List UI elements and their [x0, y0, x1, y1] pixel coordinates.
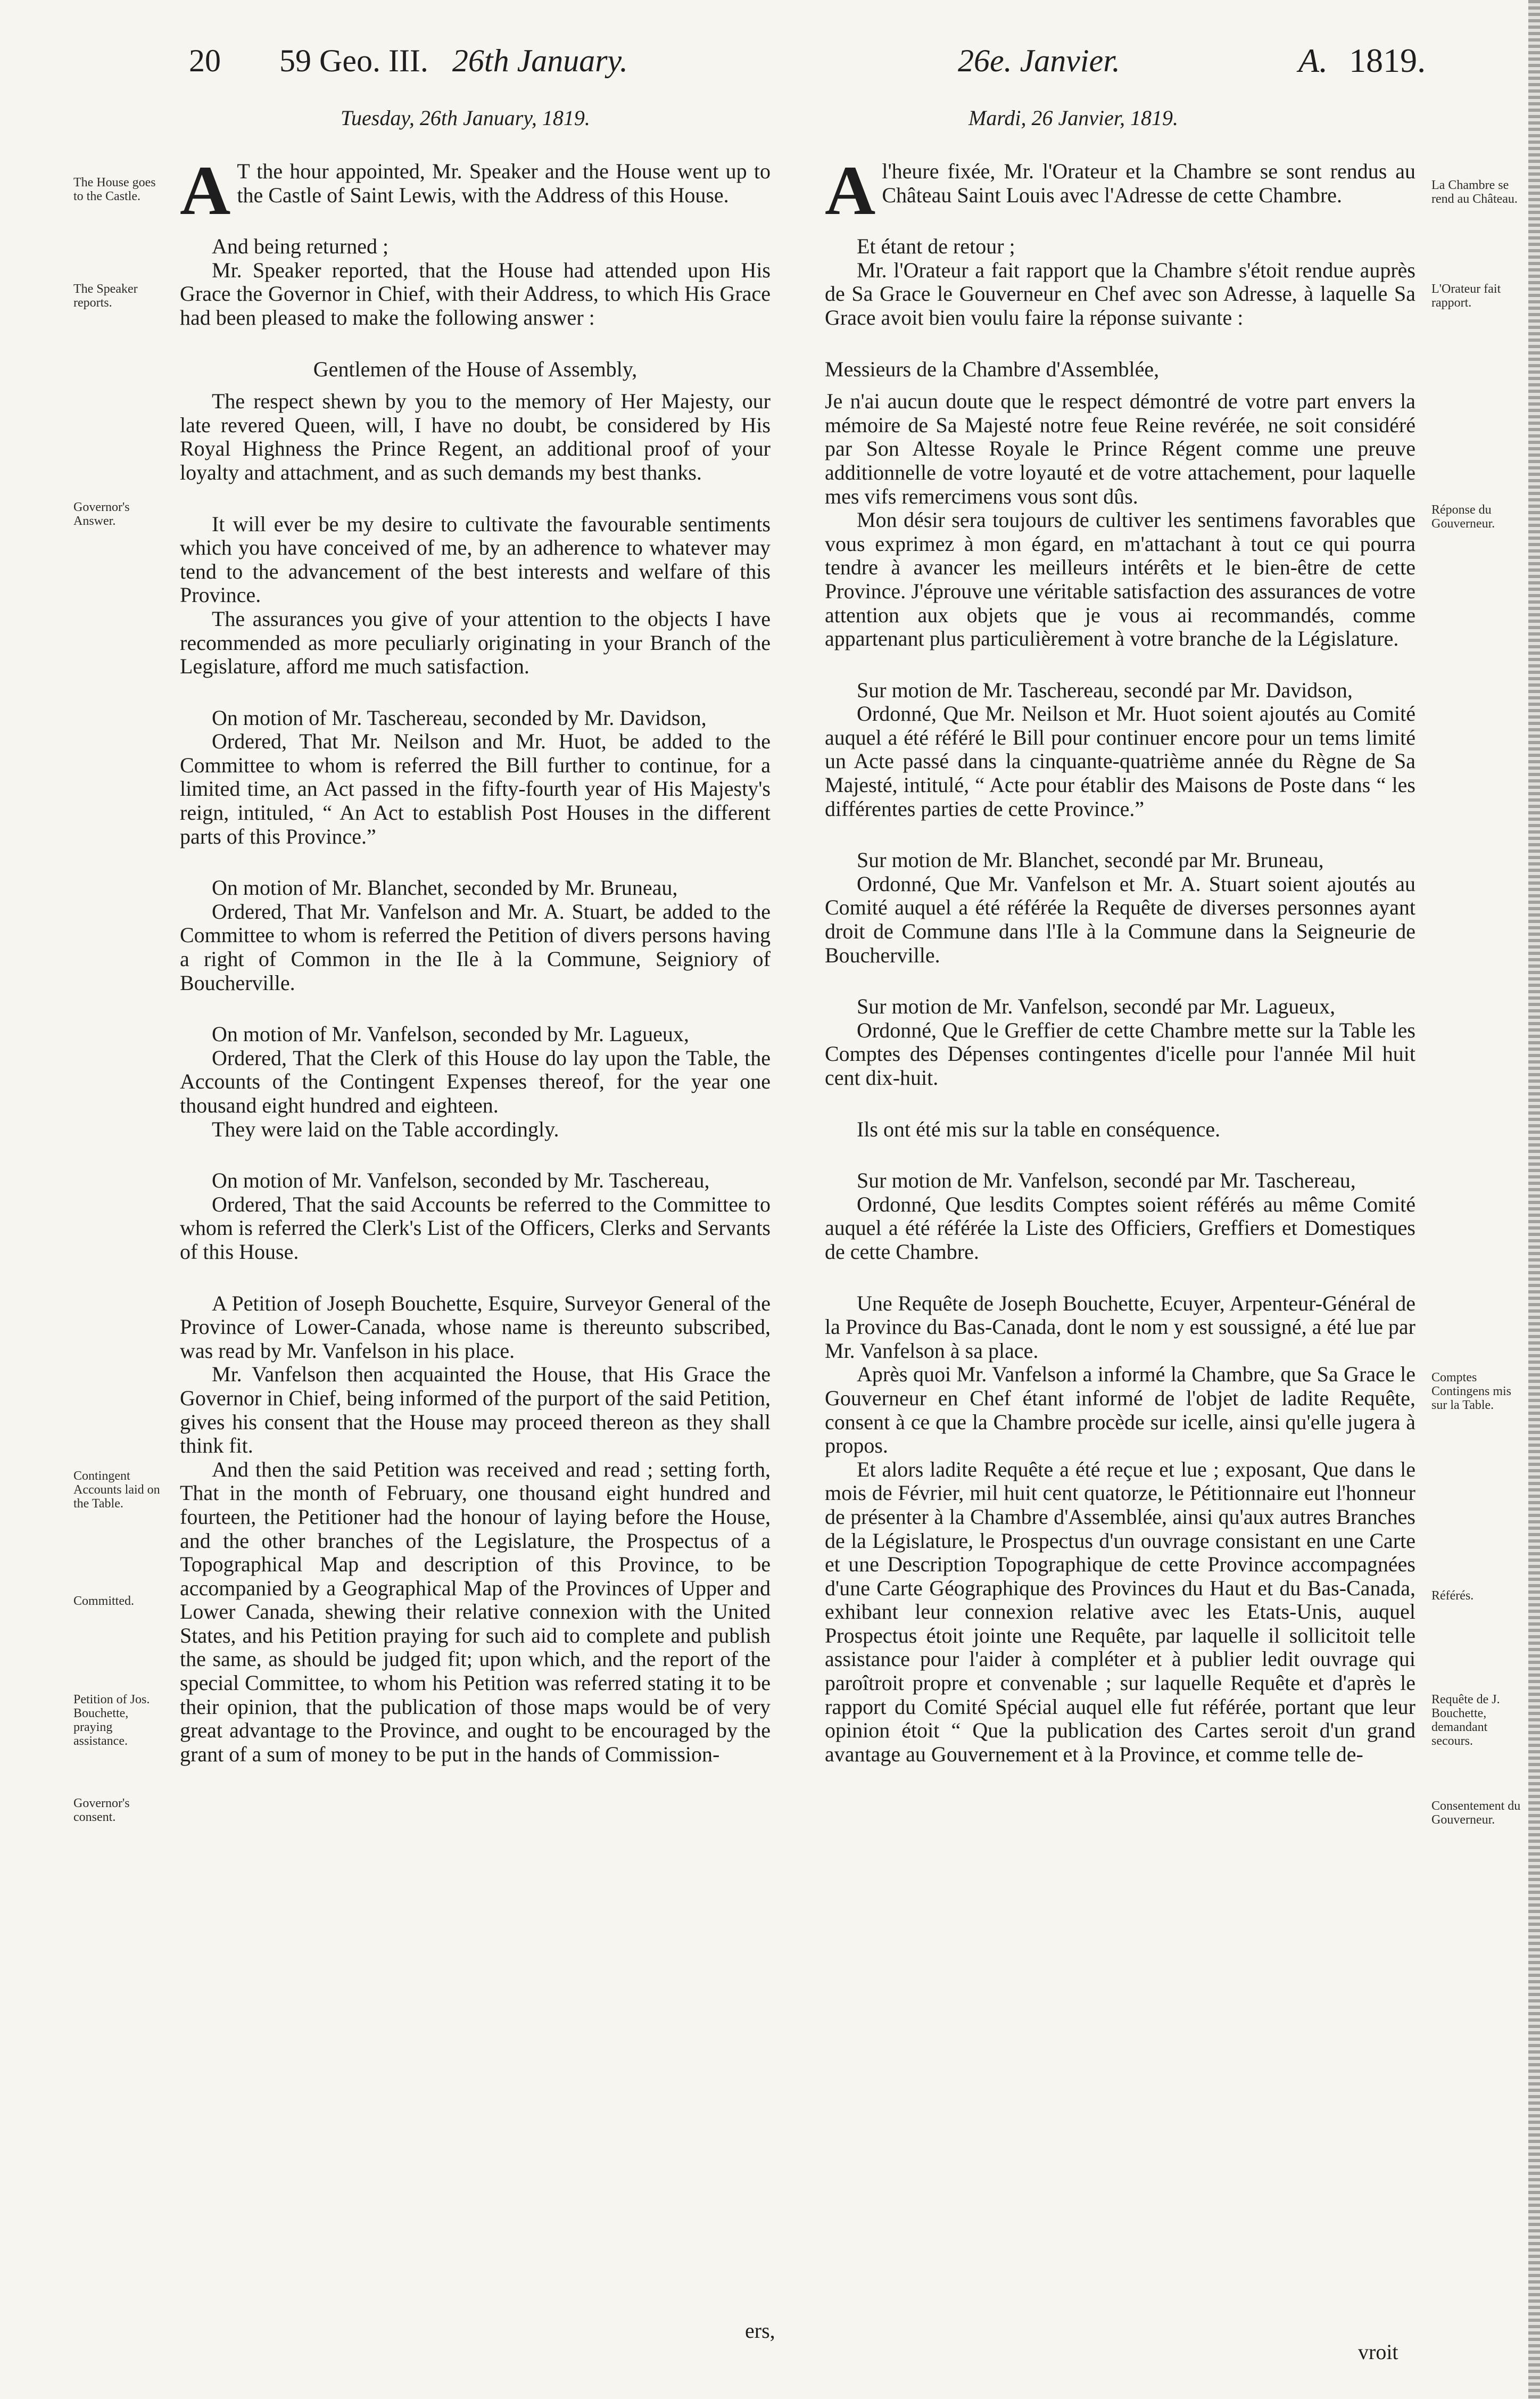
en-para-10: On motion of Mr. Blanchet, seconded by Mr. Bruneau, — [212, 876, 678, 900]
header-date-en: 26th January. — [452, 43, 628, 78]
fr-para-11: Ordonné, Que Mr. Vanfelson et Mr. A. Stuart soient ajoutés au Comité auquel a été référée la Requête de diverses personnes ayant droit de Commune dans l'Ile à la Commune dans la Seigneurie de Boucherville. — [825, 871, 1415, 967]
margin-note-reponse-gouverneur: Réponse du Gouverneur. — [1431, 503, 1495, 531]
margin-note-orateur-rapport: L'Orateur fait rapport. — [1431, 282, 1501, 310]
margin-note-referes: Référés. — [1431, 1589, 1474, 1603]
en-para-12: On motion of Mr. Vanfelson, seconded by Mr. Lagueux, — [212, 1022, 689, 1046]
en-para-18: Mr. Vanfelson then acquainted the House, that His Grace the Governor in Chief, being informed of the purport of the said Petition, gives his consent that the House may proceed thereon as they shall think fit. — [180, 1362, 771, 1458]
fr-para-9: Ordonné, Que Mr. Neilson et Mr. Huot soient ajoutés au Comité auquel a été référé le Bill pour continuer encore pour un tems limité un Acte passé dans la cinquante-quatrième année du Règne de Sa Majesté, intitulé, “ Acte pour établir des Maisons de Poste dans “ les différentes parties de cette Province.” — [825, 702, 1415, 821]
en-para-6: It will ever be my desire to cultivate the favourable sentiments which you have conceived of me, by an adherence to whatever may tend to the advancement of the best interests and welfare of this Province. — [180, 512, 771, 607]
en-para-19: And then the said Petition was received and read ; setting forth, That in the month of February, one thousand eight hundred and fourteen, the Petitioner had the honour of laying before the House, and the other branches of the Legislature, the Prospectus of a Topographical Map and description of this Province, to be accompanied by a Geographical Map of the Provinces of Upper and Lower Canada, shewing their relative connexion with the United States, and his Petition praying for such aid to complete and publish the same, as should be judged fit; upon which, and the report of the special Committee, to whom his Petition was referred stating it to be their opinion, that the publication of those maps would be of very great advantage to the Province, and ought to be encouraged by the grant of a sum of money to be put in the hands of Commission- — [180, 1457, 771, 1766]
header-year — [1298, 42, 1426, 80]
header-date-fr: 26e. Janvier. — [958, 43, 1120, 78]
fr-para-4: Messieurs de la Chambre d'Assemblée, — [825, 357, 1160, 381]
scan-edge — [1528, 0, 1540, 2399]
catchword-fr: vroit — [1358, 2340, 1398, 2364]
fr-para-14: Ils ont été mis sur la table en conséquence. — [857, 1117, 1221, 1141]
margin-note-comptes-contingens: Comptes Contingens mis sur la Table. — [1431, 1371, 1512, 1412]
en-para-14: They were laid on the Table accordingly. — [212, 1117, 559, 1141]
header-year-letter: A. — [1298, 42, 1328, 79]
margin-note-committed: Committed. — [73, 1594, 134, 1608]
fr-para-18: Après quoi Mr. Vanfelson a informé la Chambre, que Sa Grace le Gouverneur en Chef étant informé de l'objet de ladite Requête, consent à ce que la Chambre procède sur icelle, ainsi qu'elle jugera à propos. — [825, 1362, 1415, 1458]
en-para-15: On motion of Mr. Vanfelson, seconded by Mr. Taschereau, — [212, 1168, 710, 1193]
header-year-number: 1819. — [1349, 42, 1426, 79]
en-para-4: Gentlemen of the House of Assembly, — [313, 357, 637, 381]
fr-para-8: Sur motion de Mr. Taschereau, secondé par Mr. Davidson, — [857, 678, 1353, 702]
en-para-11: Ordered, That Mr. Vanfelson and Mr. A. Stuart, be added to the Committee to whom is referred the Petition of divers persons having a right of Common in the Ile à la Commune, Seigniory of Boucherville. — [180, 899, 771, 995]
dropcap-en: A — [180, 151, 231, 229]
en-para-2: And being returned ; — [212, 234, 389, 259]
catchword-en: ers, — [745, 2319, 775, 2343]
fr-para-15: Sur motion de Mr. Vanfelson, secondé par Mr. Taschereau, — [857, 1168, 1356, 1193]
fr-para-19: Et alors ladite Requête a été reçue et lue ; exposant, Que dans le mois de Février, mil huit cent quatorze, le Pétitionnaire eut l'honneur de présenter à la Chambre d'Assemblée, ainsi qu'aux autres Branches de la Législature, le Prospectus d'un ouvrage consistant en une Carte et une Description Topographique de cette Province accompagnées d'une Carte Géographique des Provinces du Haut et du Bas-Canada, exhibant leur connexion relative avec les Etats-Unis, auquel Prospectus étoit jointe une Requête, par laquelle il sollicitoit telle assistance pour l'aider à compléter et à publier ledit ouvrage qui paroîtroit propre et convenable ; sur laquelle Requête et d'après le rapport du Comité Spécial auquel elle fut référée, portant que leur opinion étoit “ Que la publication des Cartes seroit d'un grand avantage au Gouvernement et à la Province, et comme telle de- — [825, 1457, 1415, 1766]
margin-note-contingent-accounts: Contingent Accounts laid on the Table. — [73, 1469, 160, 1511]
en-para-16: Ordered, That the said Accounts be referred to the Committee to whom is referred the Clerk's List of the Officers, Clerks and Servants of this House. — [180, 1192, 771, 1264]
en-para-7: The assurances you give of your attention to the objects I have recommended as more peculiarly originating in your Branch of the Legislature, afford me much satisfaction. — [180, 606, 771, 679]
header-reign: 59 Geo. III. — [279, 43, 428, 78]
fr-para-6: Mon désir sera toujours de cultiver les sentimens favorables que vous exprimez à mon égard, en m'attachant à tout ce qui pourra tendre à avancer les meilleurs intérêts et le bien-être de cette Province. J'éprouve une véritable satisfaction des assurances de votre attention aux objets que je vous ai recommandés, comme appartenant plus particulièrement à votre branche de la Législature. — [825, 508, 1415, 651]
margin-note-requete-bouchette: Requête de J. Bouchette, demandant secours. — [1431, 1693, 1500, 1748]
fr-para-2: Et étant de retour ; — [857, 234, 1015, 259]
en-para-5: The respect shewn by you to the memory of Her Majesty, our late revered Queen, will, I have no doubt, be considered by His Royal Highness the Prince Regent, an additional proof of your loyalty and attachment, and as such demands my best thanks. — [180, 389, 771, 484]
en-para-3: Mr. Speaker reported, that the House had attended upon His Grace the Governor in Chief, with their Address, to which His Grace had been pleased to make the following answer : — [180, 258, 771, 329]
en-para-13: Ordered, That the Clerk of this House do lay upon the Table, the Accounts of the Contingent Expenses thereof, for the year one thousand eight hundred and eighteen. — [180, 1045, 771, 1117]
en-para-9: Ordered, That Mr. Neilson and Mr. Huot, be added to the Committee to whom is referred the Bill further to continue, for a limited time, an Act passed in the fifty-fourth year of His Majesty's reign, intituled, “ An Act to establish Post Houses in the different parts of this Province.” — [180, 729, 771, 848]
en-para-1: T the hour appointed, Mr. Speaker and the House went up to the Castle of Saint Lewis, with the Address of this House. — [237, 159, 771, 207]
page-number: 20 — [189, 43, 221, 78]
english-column — [180, 151, 771, 1766]
margin-note-governors-consent: Governor's consent. — [73, 1796, 130, 1824]
french-column — [825, 151, 1415, 1766]
margin-note-speaker-reports: The Speaker reports. — [73, 282, 138, 310]
date-fr: Mardi, 26 Janvier, 1819. — [968, 106, 1179, 130]
fr-para-1: l'heure fixée, Mr. l'Orateur et la Chambre se sont rendus au Château Saint Louis avec l'Adresse de cette Chambre. — [882, 159, 1415, 207]
header-left — [279, 42, 628, 80]
en-para-17: A Petition of Joseph Bouchette, Esquire, Surveyor General of the Province of Lower-Canada, whose name is thereunto subscribed, was read by Mr. Vanfelson in his place. — [180, 1291, 771, 1363]
dropcap-fr: A — [825, 151, 876, 229]
fr-para-5: Je n'ai aucun doute que le respect démontré de votre part envers la mémoire de Sa Majesté notre feue Reine revérée, ne soit considéré par Son Altesse Royale le Prince Régent comme une preuve additionnelle de votre loyauté et de votre attachement, pour laquelle mes vifs remercimens vous sont dûs. — [825, 389, 1415, 508]
en-para-8: On motion of Mr. Taschereau, seconded by Mr. Davidson, — [212, 705, 707, 730]
fr-para-3: Mr. l'Orateur a fait rapport que la Chambre s'étoit rendue auprès de Sa Grace le Gouverneur en Chef avec son Adresse, à laquelle Sa Grace avoit bien voulu faire la réponse suivante : — [825, 258, 1415, 329]
margin-note-chambre-chateau: La Chambre se rend au Château. — [1431, 178, 1518, 206]
margin-note-house-goes: The House goes to the Castle. — [73, 176, 156, 203]
margin-note-consentement: Consentement du Gouverneur. — [1431, 1799, 1521, 1827]
fr-para-17: Une Requête de Joseph Bouchette, Ecuyer, Arpenteur-Général de la Province du Bas-Canada, dont le nom y est soussigné, a été lue par Mr. Vanfelson à sa place. — [825, 1291, 1415, 1363]
fr-para-16: Ordonné, Que lesdits Comptes soient référés au même Comité auquel a été référée la Liste des Officiers, Greffiers et Domestiques de cette Chambre. — [825, 1192, 1415, 1264]
date-en: Tuesday, 26th January, 1819. — [341, 106, 590, 130]
fr-para-10: Sur motion de Mr. Blanchet, secondé par Mr. Bruneau, — [857, 848, 1324, 872]
margin-note-governors-answer: Governor's Answer. — [73, 500, 130, 528]
fr-para-13: Ordonné, Que le Greffier de cette Chambre mette sur la Table les Comptes des Dépenses contingentes d'icelle pour l'année Mil huit cent dix-huit. — [825, 1018, 1415, 1090]
margin-note-petition-bouchette: Petition of Jos. Bouchette, praying assistance. — [73, 1693, 150, 1748]
fr-para-12: Sur motion de Mr. Vanfelson, secondé par Mr. Lagueux, — [857, 994, 1336, 1019]
